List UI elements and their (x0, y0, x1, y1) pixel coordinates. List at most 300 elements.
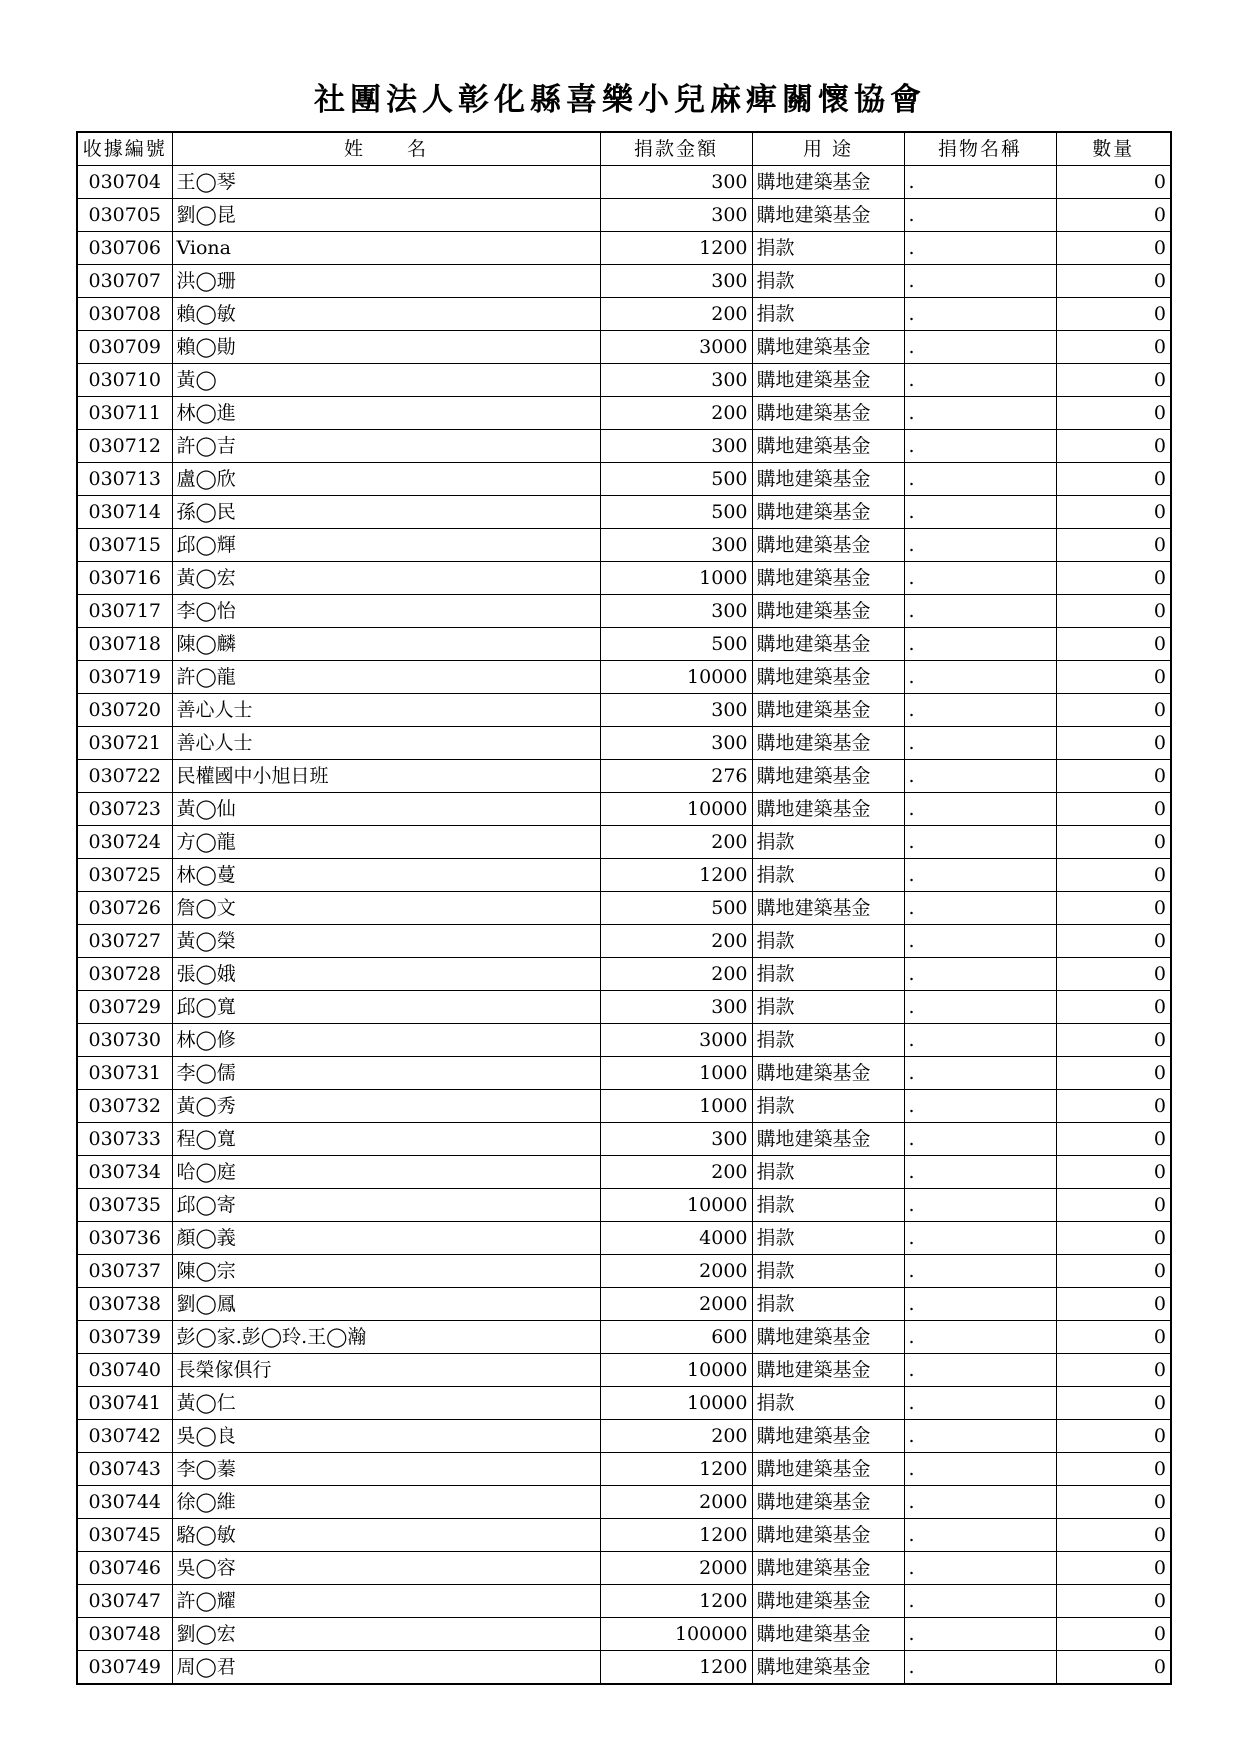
donation-ledger-table (76, 131, 1172, 1685)
donor-name-cell: 許◯吉 (172, 430, 600, 463)
amount-cell: 2000 (600, 1552, 752, 1585)
item-name-cell: . (904, 331, 1056, 364)
purpose-cell: 購地建築基金 (752, 628, 904, 661)
quantity-cell: 0 (1056, 1288, 1171, 1321)
amount-cell: 100000 (600, 1618, 752, 1651)
quantity-cell: 0 (1056, 199, 1171, 232)
table-row (77, 595, 1171, 628)
item-name-cell: . (904, 1189, 1056, 1222)
table-row (77, 1453, 1171, 1486)
quantity-cell: 0 (1056, 727, 1171, 760)
donor-name-cell: 陳◯麟 (172, 628, 600, 661)
page-title: 社團法人彰化縣喜樂小兒麻痺關懷協會 (314, 82, 926, 118)
amount-cell: 1200 (600, 859, 752, 892)
item-name-cell: . (904, 430, 1056, 463)
quantity-cell: 0 (1056, 1123, 1171, 1156)
quantity-cell: 0 (1056, 1222, 1171, 1255)
item-name-cell: . (904, 925, 1056, 958)
purpose-cell: 購地建築基金 (752, 1420, 904, 1453)
amount-cell: 300 (600, 1123, 752, 1156)
table-row (77, 1123, 1171, 1156)
purpose-cell: 捐款 (752, 1255, 904, 1288)
item-name-cell: . (904, 364, 1056, 397)
table-row (77, 562, 1171, 595)
purpose-cell: 捐款 (752, 1156, 904, 1189)
item-name-cell: . (904, 1618, 1056, 1651)
receipt-number-cell: 030728 (77, 958, 172, 991)
donor-name-cell: 盧◯欣 (172, 463, 600, 496)
item-name-cell: . (904, 1453, 1056, 1486)
table-row (77, 826, 1171, 859)
column-header-quantity: 數量 (1056, 132, 1171, 166)
quantity-cell: 0 (1056, 694, 1171, 727)
donor-name-cell: 方◯龍 (172, 826, 600, 859)
item-name-cell: . (904, 529, 1056, 562)
receipt-number-cell: 030704 (77, 166, 172, 199)
donor-name-cell: 長榮傢俱行 (172, 1354, 600, 1387)
purpose-cell: 購地建築基金 (752, 595, 904, 628)
quantity-cell: 0 (1056, 1651, 1171, 1685)
donor-name-cell: 洪◯珊 (172, 265, 600, 298)
item-name-cell: . (904, 496, 1056, 529)
donor-name-cell: 程◯寬 (172, 1123, 600, 1156)
quantity-cell: 0 (1056, 232, 1171, 265)
table-row (77, 925, 1171, 958)
donor-name-cell: 邱◯輝 (172, 529, 600, 562)
receipt-number-cell: 030734 (77, 1156, 172, 1189)
purpose-cell: 捐款 (752, 298, 904, 331)
receipt-number-cell: 030749 (77, 1651, 172, 1685)
item-name-cell: . (904, 958, 1056, 991)
donor-name-cell: 顏◯義 (172, 1222, 600, 1255)
quantity-cell: 0 (1056, 595, 1171, 628)
amount-cell: 200 (600, 958, 752, 991)
purpose-cell: 購地建築基金 (752, 496, 904, 529)
purpose-cell: 捐款 (752, 1288, 904, 1321)
item-name-cell: . (904, 562, 1056, 595)
donor-name-cell: 林◯蔓 (172, 859, 600, 892)
table-row (77, 958, 1171, 991)
receipt-number-cell: 030706 (77, 232, 172, 265)
purpose-cell: 購地建築基金 (752, 397, 904, 430)
table-row (77, 331, 1171, 364)
receipt-number-cell: 030732 (77, 1090, 172, 1123)
purpose-cell: 購地建築基金 (752, 727, 904, 760)
quantity-cell: 0 (1056, 1618, 1171, 1651)
donor-name-cell: 李◯儒 (172, 1057, 600, 1090)
purpose-cell: 購地建築基金 (752, 760, 904, 793)
amount-cell: 300 (600, 694, 752, 727)
table-row (77, 1189, 1171, 1222)
receipt-number-cell: 030736 (77, 1222, 172, 1255)
table-row (77, 1420, 1171, 1453)
item-name-cell: . (904, 1057, 1056, 1090)
receipt-number-cell: 030720 (77, 694, 172, 727)
quantity-cell: 0 (1056, 1057, 1171, 1090)
purpose-cell: 購地建築基金 (752, 1321, 904, 1354)
receipt-number-cell: 030725 (77, 859, 172, 892)
item-name-cell: . (904, 1552, 1056, 1585)
amount-cell: 4000 (600, 1222, 752, 1255)
amount-cell: 500 (600, 463, 752, 496)
donor-name-cell: 吳◯容 (172, 1552, 600, 1585)
table-row (77, 694, 1171, 727)
table-row (77, 793, 1171, 826)
receipt-number-cell: 030747 (77, 1585, 172, 1618)
purpose-cell: 捐款 (752, 991, 904, 1024)
receipt-number-cell: 030733 (77, 1123, 172, 1156)
table-row (77, 727, 1171, 760)
item-name-cell: . (904, 628, 1056, 661)
receipt-number-cell: 030742 (77, 1420, 172, 1453)
table-row (77, 199, 1171, 232)
donor-name-cell: 李◯怡 (172, 595, 600, 628)
purpose-cell: 購地建築基金 (752, 1552, 904, 1585)
table-row (77, 364, 1171, 397)
purpose-cell: 捐款 (752, 1222, 904, 1255)
quantity-cell: 0 (1056, 1024, 1171, 1057)
quantity-cell: 0 (1056, 1420, 1171, 1453)
quantity-cell: 0 (1056, 1156, 1171, 1189)
amount-cell: 300 (600, 595, 752, 628)
receipt-number-cell: 030746 (77, 1552, 172, 1585)
donor-name-cell: 民權國中小旭日班 (172, 760, 600, 793)
quantity-cell: 0 (1056, 1321, 1171, 1354)
item-name-cell: . (904, 1123, 1056, 1156)
amount-cell: 200 (600, 298, 752, 331)
receipt-number-cell: 030737 (77, 1255, 172, 1288)
item-name-cell: . (904, 1255, 1056, 1288)
amount-cell: 10000 (600, 1354, 752, 1387)
donor-name-cell: 詹◯文 (172, 892, 600, 925)
donor-name-cell: 黃◯ (172, 364, 600, 397)
donor-name-cell: 吳◯良 (172, 1420, 600, 1453)
donor-name-cell: Viona (172, 232, 600, 265)
purpose-cell: 捐款 (752, 1387, 904, 1420)
quantity-cell: 0 (1056, 331, 1171, 364)
amount-cell: 2000 (600, 1255, 752, 1288)
quantity-cell: 0 (1056, 991, 1171, 1024)
item-name-cell: . (904, 661, 1056, 694)
item-name-cell: . (904, 166, 1056, 199)
quantity-cell: 0 (1056, 1387, 1171, 1420)
donor-name-cell: 善心人士 (172, 694, 600, 727)
donor-name-cell: 劉◯鳳 (172, 1288, 600, 1321)
donor-name-cell: 邱◯寬 (172, 991, 600, 1024)
amount-cell: 300 (600, 364, 752, 397)
donor-name-cell: 黃◯宏 (172, 562, 600, 595)
purpose-cell: 捐款 (752, 265, 904, 298)
quantity-cell: 0 (1056, 1090, 1171, 1123)
table-row (77, 1255, 1171, 1288)
purpose-cell: 購地建築基金 (752, 529, 904, 562)
receipt-number-cell: 030717 (77, 595, 172, 628)
quantity-cell: 0 (1056, 925, 1171, 958)
receipt-number-cell: 030713 (77, 463, 172, 496)
receipt-number-cell: 030740 (77, 1354, 172, 1387)
receipt-number-cell: 030727 (77, 925, 172, 958)
table-row (77, 1222, 1171, 1255)
donor-name-cell: 張◯娥 (172, 958, 600, 991)
amount-cell: 500 (600, 628, 752, 661)
table-row (77, 265, 1171, 298)
quantity-cell: 0 (1056, 298, 1171, 331)
donor-name-cell: 賴◯敏 (172, 298, 600, 331)
item-name-cell: . (904, 1090, 1056, 1123)
table-row (77, 397, 1171, 430)
amount-cell: 300 (600, 199, 752, 232)
amount-cell: 1200 (600, 1519, 752, 1552)
purpose-cell: 購地建築基金 (752, 1519, 904, 1552)
ledger-body (77, 166, 1171, 1685)
table-row (77, 1387, 1171, 1420)
column-header-amount: 捐款金額 (600, 132, 752, 166)
quantity-cell: 0 (1056, 892, 1171, 925)
purpose-cell: 捐款 (752, 232, 904, 265)
purpose-cell: 購地建築基金 (752, 1651, 904, 1685)
amount-cell: 10000 (600, 793, 752, 826)
purpose-cell: 捐款 (752, 1090, 904, 1123)
donor-name-cell: 徐◯維 (172, 1486, 600, 1519)
quantity-cell: 0 (1056, 628, 1171, 661)
item-name-cell: . (904, 1651, 1056, 1685)
purpose-cell: 捐款 (752, 925, 904, 958)
receipt-number-cell: 030730 (77, 1024, 172, 1057)
donor-name-cell: 林◯進 (172, 397, 600, 430)
purpose-cell: 購地建築基金 (752, 694, 904, 727)
amount-cell: 500 (600, 496, 752, 529)
quantity-cell: 0 (1056, 562, 1171, 595)
quantity-cell: 0 (1056, 826, 1171, 859)
quantity-cell: 0 (1056, 397, 1171, 430)
purpose-cell: 購地建築基金 (752, 661, 904, 694)
purpose-cell: 購地建築基金 (752, 892, 904, 925)
amount-cell: 300 (600, 166, 752, 199)
item-name-cell: . (904, 1486, 1056, 1519)
donor-name-cell: 黃◯榮 (172, 925, 600, 958)
amount-cell: 300 (600, 727, 752, 760)
purpose-cell: 購地建築基金 (752, 1354, 904, 1387)
amount-cell: 200 (600, 1156, 752, 1189)
table-row (77, 496, 1171, 529)
receipt-number-cell: 030712 (77, 430, 172, 463)
item-name-cell: . (904, 1024, 1056, 1057)
purpose-cell: 購地建築基金 (752, 793, 904, 826)
item-name-cell: . (904, 694, 1056, 727)
amount-cell: 300 (600, 265, 752, 298)
amount-cell: 300 (600, 991, 752, 1024)
receipt-number-cell: 030721 (77, 727, 172, 760)
table-row (77, 1354, 1171, 1387)
donor-name-cell: 李◯蓁 (172, 1453, 600, 1486)
item-name-cell: . (904, 892, 1056, 925)
donor-name-cell: 黃◯仁 (172, 1387, 600, 1420)
table-row (77, 991, 1171, 1024)
amount-cell: 2000 (600, 1486, 752, 1519)
quantity-cell: 0 (1056, 661, 1171, 694)
receipt-number-cell: 030748 (77, 1618, 172, 1651)
quantity-cell: 0 (1056, 1255, 1171, 1288)
donor-name-cell: 許◯龍 (172, 661, 600, 694)
quantity-cell: 0 (1056, 1189, 1171, 1222)
donor-name-cell: 陳◯宗 (172, 1255, 600, 1288)
column-header-receipt-no: 收據編號 (77, 132, 172, 166)
receipt-number-cell: 030738 (77, 1288, 172, 1321)
quantity-cell: 0 (1056, 958, 1171, 991)
receipt-number-cell: 030741 (77, 1387, 172, 1420)
item-name-cell: . (904, 1288, 1056, 1321)
quantity-cell: 0 (1056, 166, 1171, 199)
purpose-cell: 購地建築基金 (752, 1585, 904, 1618)
item-name-cell: . (904, 826, 1056, 859)
amount-cell: 3000 (600, 1024, 752, 1057)
purpose-cell: 購地建築基金 (752, 199, 904, 232)
donor-name-cell: 孫◯民 (172, 496, 600, 529)
receipt-number-cell: 030715 (77, 529, 172, 562)
quantity-cell: 0 (1056, 364, 1171, 397)
item-name-cell: . (904, 1321, 1056, 1354)
amount-cell: 300 (600, 529, 752, 562)
column-header-name: 姓 名 (172, 132, 600, 166)
donor-name-cell: 黃◯仙 (172, 793, 600, 826)
purpose-cell: 捐款 (752, 1189, 904, 1222)
donor-name-cell: 林◯修 (172, 1024, 600, 1057)
quantity-cell: 0 (1056, 1585, 1171, 1618)
header-row (77, 132, 1171, 166)
donor-name-cell: 許◯耀 (172, 1585, 600, 1618)
receipt-number-cell: 030708 (77, 298, 172, 331)
donor-name-cell: 劉◯宏 (172, 1618, 600, 1651)
amount-cell: 1200 (600, 232, 752, 265)
table-row (77, 430, 1171, 463)
amount-cell: 10000 (600, 1189, 752, 1222)
amount-cell: 3000 (600, 331, 752, 364)
donor-name-cell: 彭◯家.彭◯玲.王◯瀚 (172, 1321, 600, 1354)
purpose-cell: 捐款 (752, 958, 904, 991)
quantity-cell: 0 (1056, 430, 1171, 463)
table-row (77, 1486, 1171, 1519)
amount-cell: 200 (600, 397, 752, 430)
table-row (77, 298, 1171, 331)
receipt-number-cell: 030726 (77, 892, 172, 925)
amount-cell: 200 (600, 826, 752, 859)
receipt-number-cell: 030735 (77, 1189, 172, 1222)
purpose-cell: 購地建築基金 (752, 1486, 904, 1519)
item-name-cell: . (904, 199, 1056, 232)
quantity-cell: 0 (1056, 1552, 1171, 1585)
item-name-cell: . (904, 397, 1056, 430)
purpose-cell: 購地建築基金 (752, 1123, 904, 1156)
quantity-cell: 0 (1056, 529, 1171, 562)
item-name-cell: . (904, 1519, 1056, 1552)
table-row (77, 1156, 1171, 1189)
column-header-item-name: 捐物名稱 (904, 132, 1056, 166)
item-name-cell: . (904, 1420, 1056, 1453)
item-name-cell: . (904, 298, 1056, 331)
table-row (77, 1057, 1171, 1090)
receipt-number-cell: 030719 (77, 661, 172, 694)
table-row (77, 1618, 1171, 1651)
amount-cell: 500 (600, 892, 752, 925)
amount-cell: 1000 (600, 1090, 752, 1123)
item-name-cell: . (904, 595, 1056, 628)
purpose-cell: 購地建築基金 (752, 364, 904, 397)
table-row (77, 166, 1171, 199)
quantity-cell: 0 (1056, 463, 1171, 496)
receipt-number-cell: 030705 (77, 199, 172, 232)
purpose-cell: 購地建築基金 (752, 1618, 904, 1651)
amount-cell: 300 (600, 430, 752, 463)
amount-cell: 2000 (600, 1288, 752, 1321)
donor-name-cell: 賴◯勛 (172, 331, 600, 364)
purpose-cell: 購地建築基金 (752, 1453, 904, 1486)
item-name-cell: . (904, 1585, 1056, 1618)
quantity-cell: 0 (1056, 1519, 1171, 1552)
purpose-cell: 購地建築基金 (752, 166, 904, 199)
item-name-cell: . (904, 991, 1056, 1024)
receipt-number-cell: 030739 (77, 1321, 172, 1354)
table-row (77, 628, 1171, 661)
purpose-cell: 購地建築基金 (752, 1057, 904, 1090)
donor-name-cell: 邱◯寄 (172, 1189, 600, 1222)
donor-name-cell: 駱◯敏 (172, 1519, 600, 1552)
receipt-number-cell: 030724 (77, 826, 172, 859)
item-name-cell: . (904, 463, 1056, 496)
item-name-cell: . (904, 1354, 1056, 1387)
item-name-cell: . (904, 232, 1056, 265)
table-row (77, 1288, 1171, 1321)
purpose-cell: 捐款 (752, 826, 904, 859)
item-name-cell: . (904, 1222, 1056, 1255)
donor-name-cell: 王◯琴 (172, 166, 600, 199)
quantity-cell: 0 (1056, 793, 1171, 826)
purpose-cell: 購地建築基金 (752, 331, 904, 364)
receipt-number-cell: 030710 (77, 364, 172, 397)
receipt-number-cell: 030718 (77, 628, 172, 661)
item-name-cell: . (904, 1156, 1056, 1189)
table-row (77, 892, 1171, 925)
receipt-number-cell: 030709 (77, 331, 172, 364)
table-row (77, 1519, 1171, 1552)
donor-name-cell: 黃◯秀 (172, 1090, 600, 1123)
amount-cell: 276 (600, 760, 752, 793)
receipt-number-cell: 030716 (77, 562, 172, 595)
item-name-cell: . (904, 859, 1056, 892)
receipt-number-cell: 030731 (77, 1057, 172, 1090)
table-row (77, 463, 1171, 496)
receipt-number-cell: 030714 (77, 496, 172, 529)
donor-name-cell: 哈◯庭 (172, 1156, 600, 1189)
amount-cell: 1200 (600, 1453, 752, 1486)
quantity-cell: 0 (1056, 1453, 1171, 1486)
receipt-number-cell: 030707 (77, 265, 172, 298)
table-row (77, 1651, 1171, 1685)
quantity-cell: 0 (1056, 1354, 1171, 1387)
table-row (77, 1321, 1171, 1354)
quantity-cell: 0 (1056, 859, 1171, 892)
quantity-cell: 0 (1056, 496, 1171, 529)
item-name-cell: . (904, 727, 1056, 760)
table-row (77, 1090, 1171, 1123)
purpose-cell: 捐款 (752, 859, 904, 892)
table-row (77, 529, 1171, 562)
receipt-number-cell: 030723 (77, 793, 172, 826)
purpose-cell: 購地建築基金 (752, 430, 904, 463)
amount-cell: 1200 (600, 1585, 752, 1618)
table-row (77, 1552, 1171, 1585)
donor-name-cell: 善心人士 (172, 727, 600, 760)
receipt-number-cell: 030745 (77, 1519, 172, 1552)
